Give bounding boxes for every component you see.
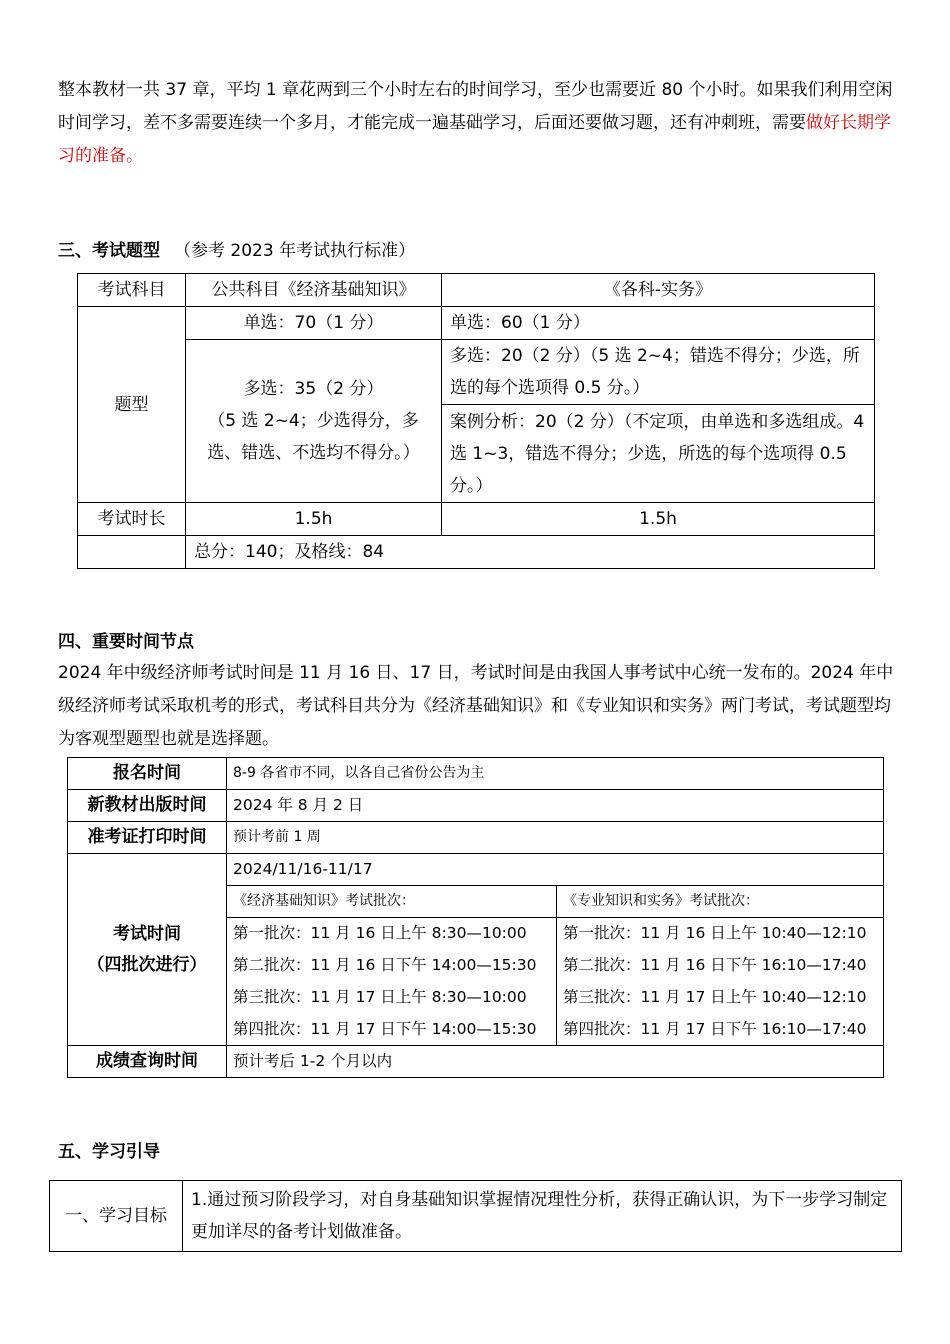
empty-cell	[78, 536, 186, 569]
exam-date: 2024/11/16-11/17	[227, 854, 884, 886]
schedule-table	[67, 757, 884, 1078]
reg-label: 报名时间	[68, 758, 227, 790]
practice-duration: 1.5h	[442, 503, 875, 536]
practice-single: 单选：60（1 分）	[442, 307, 875, 340]
exam-type-table	[77, 273, 875, 569]
public-multi-note: （5 选 2~4；少选得分，多选、错选、不选均不得分。）	[207, 411, 420, 463]
total-score: 总分：140；及格线：84	[186, 536, 875, 569]
goal-label: 一、学习目标	[50, 1181, 183, 1252]
practice-batch-2: 第二批次：11 月 16 日下午 16:10—17:40	[557, 950, 884, 982]
public-duration: 1.5h	[186, 503, 442, 536]
section3-title: 三、考试题型	[58, 241, 160, 261]
reg-value: 8-9 各省市不同，以各自己省份公告为主	[227, 758, 884, 790]
basic-batch-header: 《经济基础知识》考试批次：	[227, 886, 557, 918]
book-label: 新教材出版时间	[68, 790, 227, 822]
practice-batch-1: 第一批次：11 月 16 日上午 10:40—12:10	[557, 918, 884, 950]
intro-highlight: 做好长期学习的准备。	[58, 113, 891, 166]
basic-batch-4: 第四批次：11 月 17 日下午 14:00—15:30	[227, 1014, 557, 1046]
exam-time-label	[68, 854, 227, 1046]
header-practice: 《各科-实务》	[442, 274, 875, 307]
goal-text: 1.通过预习阶段学习，对自身基础知识掌握情况理性分析，获得正确认识，为下一步学习制定更加详尽的备考计划做准备。	[183, 1181, 902, 1252]
exam-time-label-1: 考试时间	[113, 923, 181, 944]
section4-paragraph: 2024 年中级经济师考试时间是 11 月 16 日、17 日，考试时间是由我国人事考试中心统一发布的。2024 年中级经济师考试采取机考的形式，考试科目共分为《经济基础知识》和《专业知识和实务》两门考试，考试题型均为客观型题型也就是选择题。	[58, 663, 894, 749]
score-label: 成绩查询时间	[68, 1046, 227, 1078]
practice-batch-4: 第四批次：11 月 17 日下午 16:10—17:40	[557, 1014, 884, 1046]
score-value: 预计考后 1-2 个月以内	[227, 1046, 884, 1078]
public-multi: 多选：35（2 分）	[243, 379, 384, 399]
public-multi-cell	[186, 340, 442, 503]
public-single: 单选：70（1 分）	[186, 307, 442, 340]
row-type-label: 题型	[78, 307, 186, 503]
practice-case: 案例分析：20（2 分）（不定项，由单选和多选组成。4 选 1~3，错选不得分；少选，所选的每个选项得 0.5 分。）	[442, 405, 875, 503]
section5-heading: 五、学习引导	[58, 1142, 160, 1162]
practice-batch-header: 《专业知识和实务》考试批次：	[557, 886, 884, 918]
study-guide-table	[49, 1180, 902, 1252]
practice-multi: 多选：20（2 分）（5 选 2~4；错选不得分；少选，所选的每个选项得 0.5 分。）	[442, 340, 875, 405]
section4-heading: 四、重要时间节点	[58, 632, 194, 652]
intro-paragraph	[58, 74, 898, 173]
basic-batch-2: 第二批次：11 月 16 日下午 14:00—15:30	[227, 950, 557, 982]
section3-subtitle: （参考 2023 年考试执行标准）	[174, 241, 416, 261]
row-duration-label: 考试时长	[78, 503, 186, 536]
section3-heading	[58, 236, 415, 261]
header-subject: 考试科目	[78, 274, 186, 307]
basic-batch-1: 第一批次：11 月 16 日上午 8:30—10:00	[227, 918, 557, 950]
basic-batch-3: 第三批次：11 月 17 日上午 8:30—10:00	[227, 982, 557, 1014]
header-public: 公共科目《经济基础知识》	[186, 274, 442, 307]
exam-time-label-2: （四批次进行）	[87, 954, 207, 975]
intro-text: 整本教材一共 37 章，平均 1 章花两到三个小时左右的时间学习，至少也需要近 80 个小时。如果我们利用空闲时间学习，差不多需要连续一个多月，才能完成一遍基础学习，后面还要做习题，还有冲刺班，需要	[58, 80, 893, 133]
admit-label: 准考证打印时间	[68, 822, 227, 854]
book-value: 2024 年 8 月 2 日	[227, 790, 884, 822]
practice-batch-3: 第三批次：11 月 17 日上午 10:40—12:10	[557, 982, 884, 1014]
admit-value: 预计考前 1 周	[227, 822, 884, 854]
